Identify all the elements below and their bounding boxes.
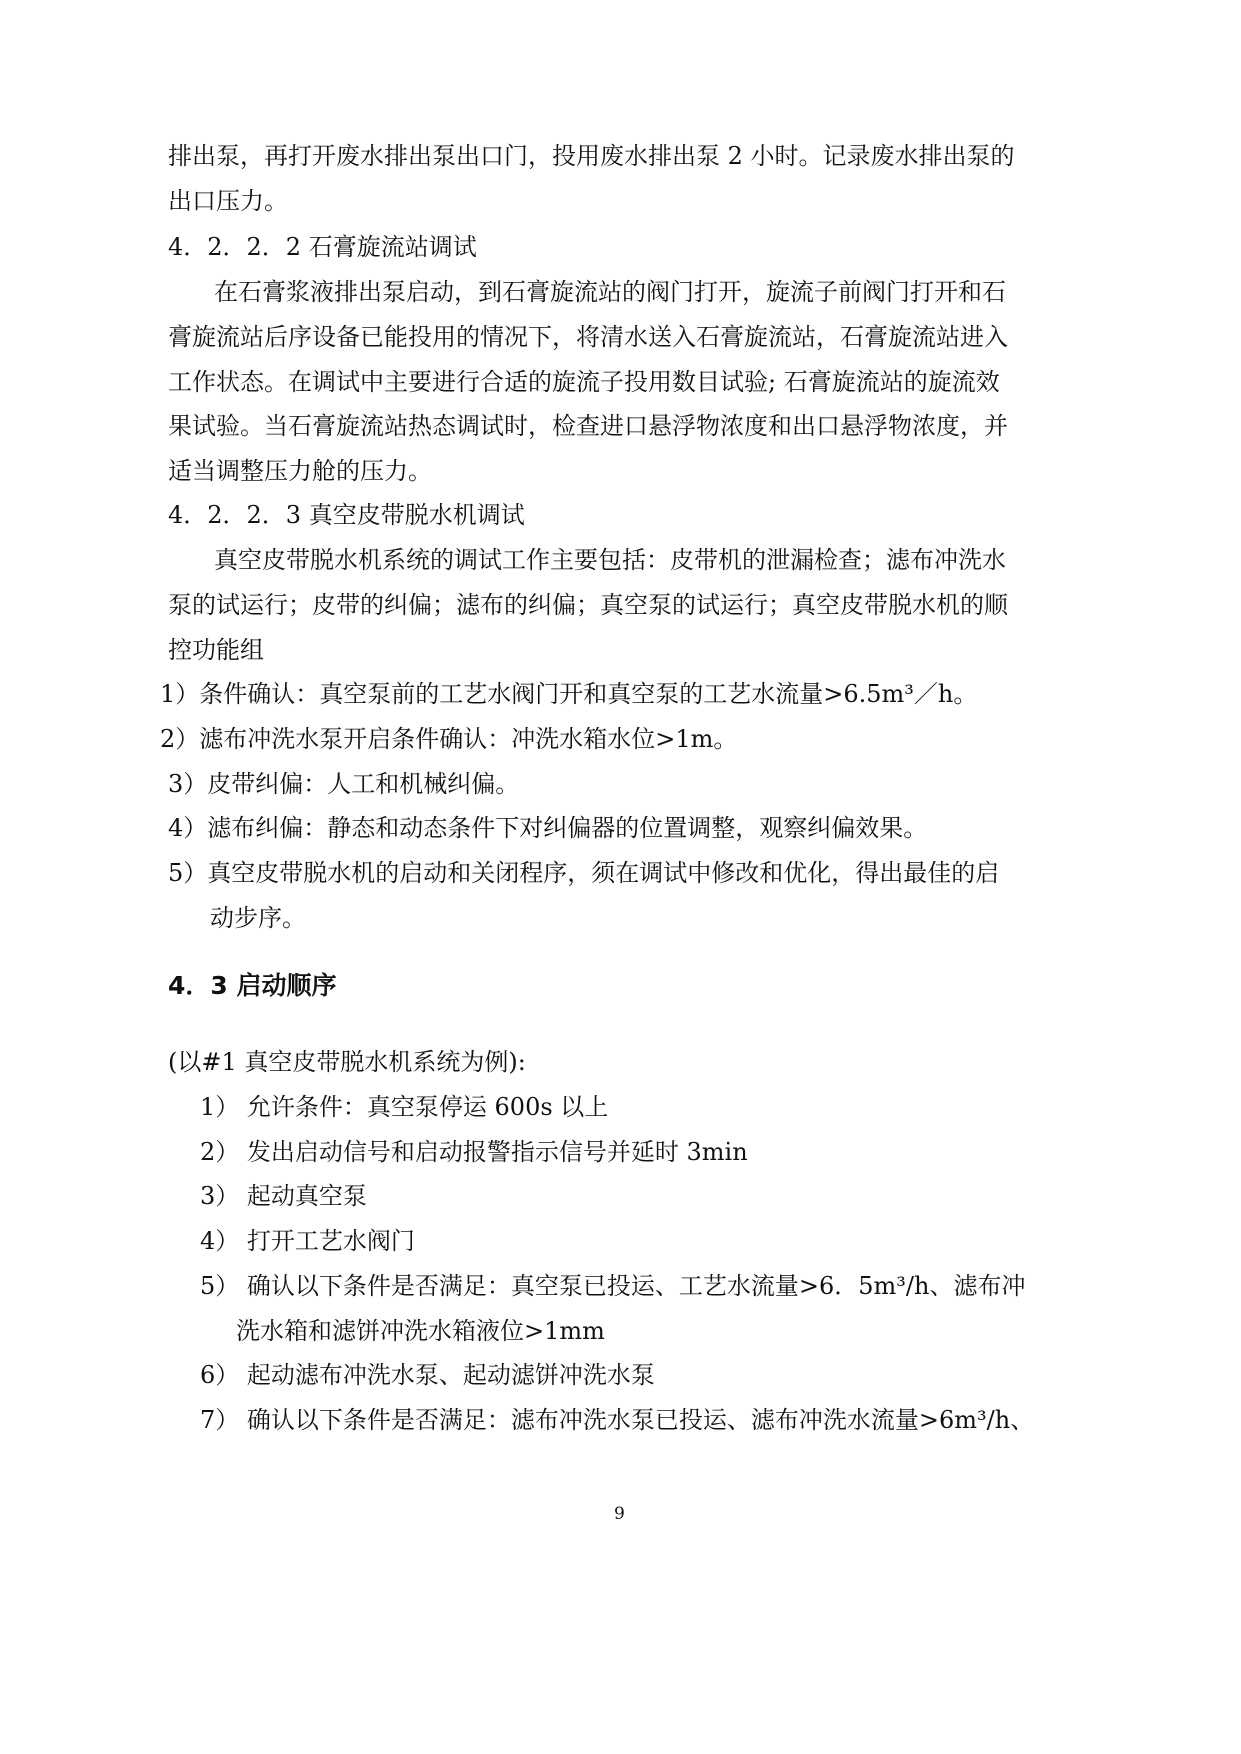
paragraph-line: 果试验。当石膏旋流站热态调试时，检查进口悬浮物浓度和出口悬浮物浓度，并: [168, 412, 1008, 440]
list-item-continuation: 动步序。: [210, 904, 306, 932]
list-item: 3）皮带纠偏：人工和机械纠偏。: [168, 770, 520, 798]
paragraph-line: 泵的试运行；皮带的纠偏；滤布的纠偏；真空泵的试运行；真空皮带脱水机的顺: [168, 591, 1008, 619]
paragraph-line: 排出泵，再打开废水排出泵出口门，投用废水排出泵 2 小时。记录废水排出泵的: [168, 142, 1015, 170]
paragraph-line: 控功能组: [168, 636, 264, 664]
step-item-continuation: 洗水箱和滤饼冲洗水箱液位>1mm: [236, 1317, 605, 1345]
paragraph-line: 适当调整压力舱的压力。: [168, 457, 432, 485]
paragraph-line: 膏旋流站后序设备已能投用的情况下，将清水送入石膏旋流站，石膏旋流站进入: [168, 323, 1008, 351]
step-item: 3） 起动真空泵: [200, 1182, 367, 1210]
step-item: 6） 起动滤布冲洗水泵、起动滤饼冲洗水泵: [200, 1361, 655, 1389]
step-item: 2） 发出启动信号和启动报警指示信号并延时 3min: [200, 1138, 748, 1166]
list-item: 2）滤布冲洗水泵开启条件确认：冲洗水箱水位>1m。: [160, 725, 738, 753]
paragraph-line: 出口压力。: [168, 187, 288, 215]
section-heading: 4．2．2．2 石膏旋流站调试: [168, 233, 477, 261]
paragraph-line: 在石膏浆液排出泵启动，到石膏旋流站的阀门打开，旋流子前阀门打开和石: [214, 278, 1006, 306]
step-item: 4） 打开工艺水阀门: [200, 1227, 415, 1255]
list-item: 1）条件确认：真空泵前的工艺水阀门开和真空泵的工艺水流量>6.5m³／h。: [160, 680, 978, 708]
list-item: 4）滤布纠偏：静态和动态条件下对纠偏器的位置调整，观察纠偏效果。: [168, 814, 928, 842]
section-title: 4．3 启动顺序: [168, 971, 337, 1000]
step-item: 1） 允许条件：真空泵停运 600s 以上: [200, 1093, 609, 1121]
step-item: 5） 确认以下条件是否满足：真空泵已投运、工艺水流量>6．5m³/h、滤布冲: [200, 1272, 1026, 1300]
section-heading: 4．2．2．3 真空皮带脱水机调试: [168, 501, 525, 529]
paragraph-line: 工作状态。在调试中主要进行合适的旋流子投用数目试验; 石膏旋流站的旋流效: [168, 368, 1000, 396]
page-number: 9: [614, 1504, 625, 1524]
paragraph-line: 真空皮带脱水机系统的调试工作主要包括：皮带机的泄漏检查；滤布冲洗水: [214, 546, 1006, 574]
steps-intro: (以#1 真空皮带脱水机系统为例):: [168, 1048, 526, 1076]
list-item: 5）真空皮带脱水机的启动和关闭程序，须在调试中修改和优化，得出最佳的启: [168, 859, 1000, 887]
step-item: 7） 确认以下条件是否满足：滤布冲洗水泵已投运、滤布冲洗水流量>6m³/h、: [200, 1406, 1035, 1434]
